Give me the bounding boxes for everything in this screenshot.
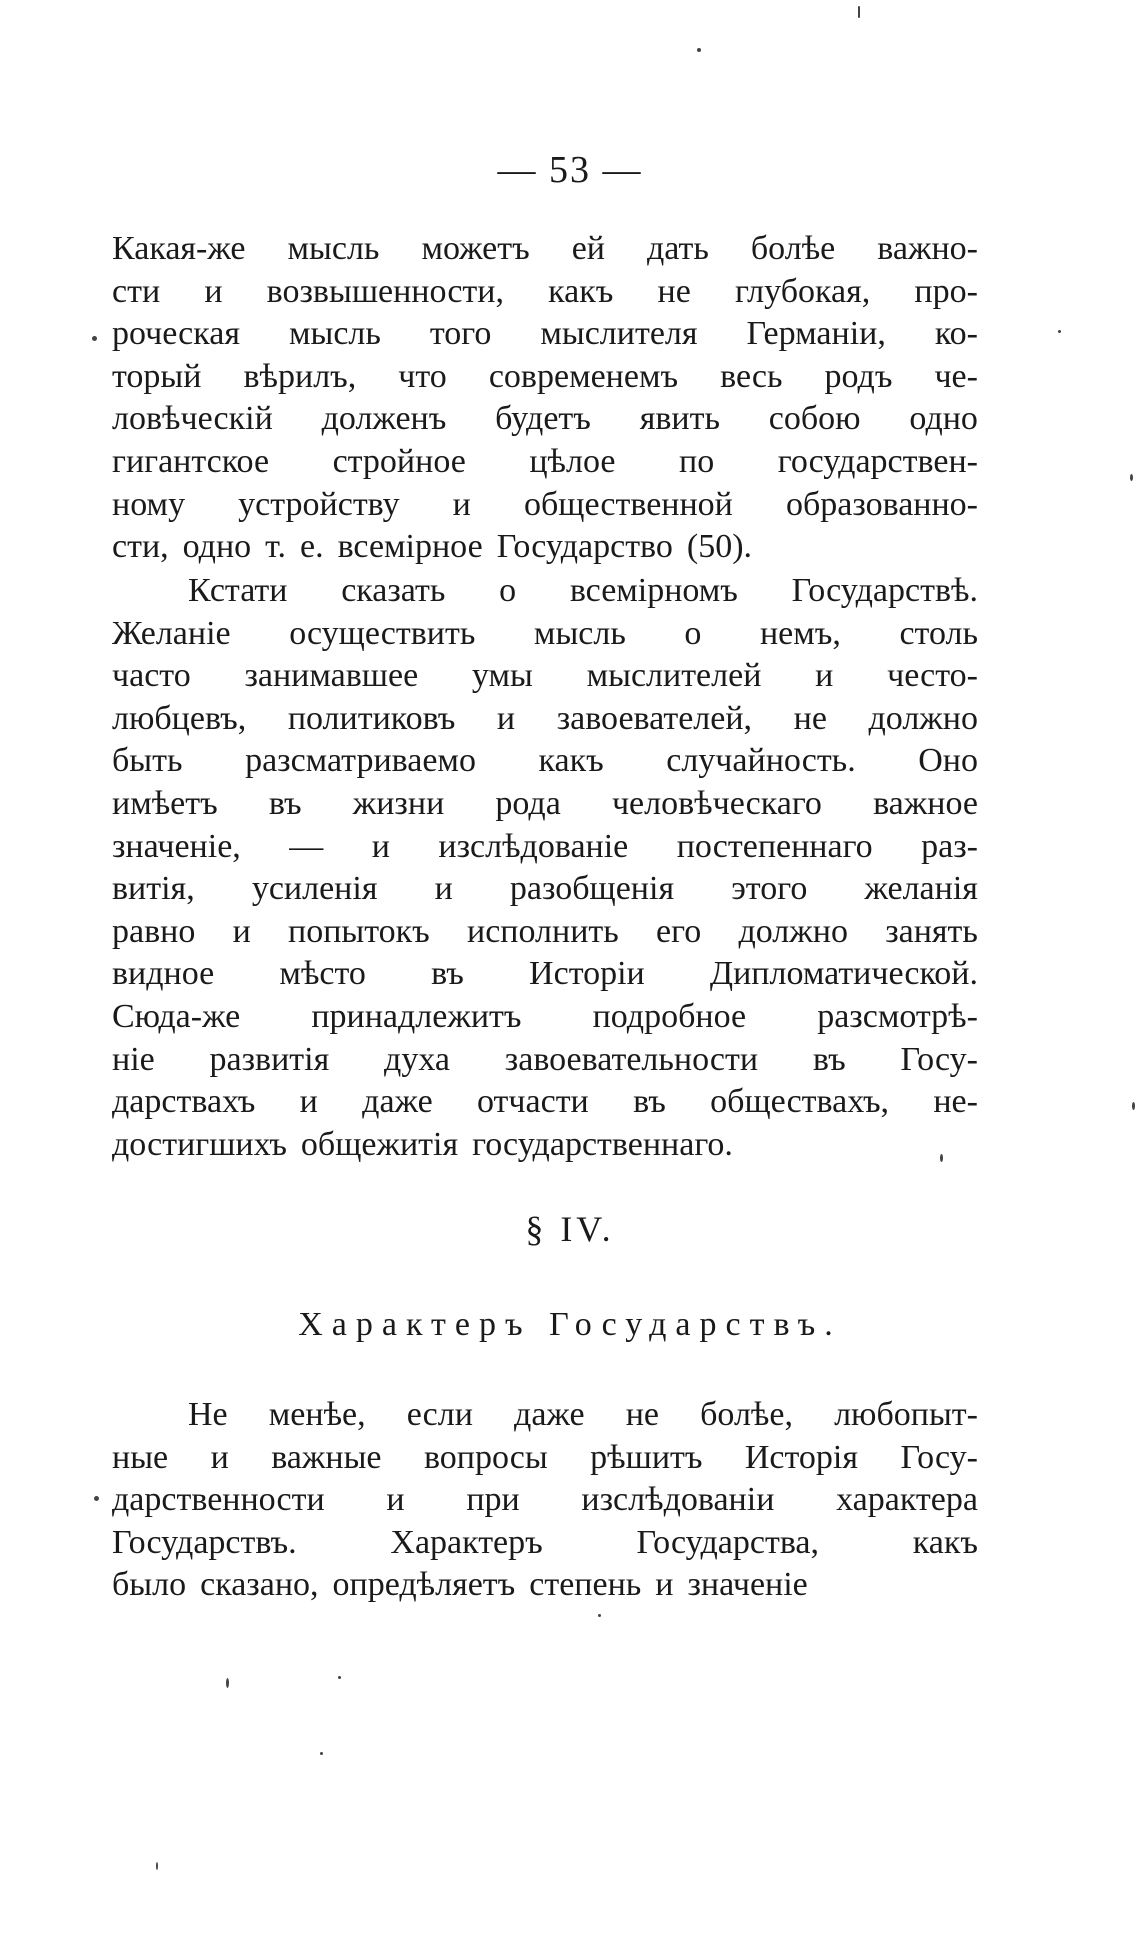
text-line: равно и попытокъ исполнить его должно занять xyxy=(112,912,978,950)
scan-speck xyxy=(156,1862,158,1870)
scan-speck xyxy=(1132,1102,1135,1110)
scan-speck xyxy=(226,1678,229,1688)
scan-speck xyxy=(598,1614,601,1617)
text-line: Государствъ. Характеръ Государства, какъ xyxy=(112,1523,978,1561)
text-line: Не менѣе, если даже не болѣе, любопыт- xyxy=(188,1396,978,1433)
text-line: часто занимавшее умы мыслителей и често- xyxy=(112,657,978,695)
text-line: сти и возвышенности, какъ не глубокая, про- xyxy=(112,272,978,310)
text-line: Желаніе осуществить мысль о немъ, столь xyxy=(112,614,978,652)
page-number: — 53 — xyxy=(497,149,643,191)
text-line: было сказано, опредѣляетъ степень и значеніе xyxy=(112,1566,808,1604)
text-line: видное мѣсто въ Исторіи Дипломатической. xyxy=(112,955,978,993)
scan-speck xyxy=(940,1154,943,1162)
text-line: ловѣческій долженъ будетъ явить собою одно xyxy=(112,400,978,438)
text-line: гигантское стройное цѣлое по государствен- xyxy=(112,442,978,480)
section-number: § IV. xyxy=(525,1209,615,1249)
text-line: Кстати сказать о всемірномъ Государствѣ. xyxy=(188,572,978,609)
scan-speck xyxy=(338,1676,341,1679)
text-line: витія, усиленія и разобщенія этого желанія xyxy=(112,870,978,908)
scan-speck xyxy=(92,336,97,341)
text-line: торый вѣрилъ, что современемъ весь родъ че- xyxy=(112,357,978,395)
text-line: сти, одно т. е. всемірное Государство (50). xyxy=(112,528,753,566)
text-line: ному устройству и общественной образованно- xyxy=(112,485,978,523)
scan-speck xyxy=(858,6,860,18)
text-line: любцевъ, политиковъ и завоевателей, не должно xyxy=(112,699,978,737)
text-line: значеніе, — и изслѣдованіе постепеннаго раз- xyxy=(112,827,978,865)
scan-speck xyxy=(320,1752,323,1755)
scan-speck xyxy=(94,1496,99,1501)
text-line: дарственности и при изслѣдованіи характера xyxy=(112,1481,978,1519)
scan-speck xyxy=(1130,474,1133,481)
text-line: дарствахъ и даже отчасти въ обществахъ, не- xyxy=(112,1083,978,1121)
text-line: ные и важные вопросы рѣшитъ Исторія Госу- xyxy=(112,1438,978,1476)
text-line: имѣетъ въ жизни рода человѣческаго важное xyxy=(112,784,978,822)
text-line: роческая мысль того мыслителя Германіи, ко- xyxy=(112,315,978,353)
paragraph-2 xyxy=(112,570,978,1166)
section-heading: Характеръ Государствъ. xyxy=(298,1306,842,1343)
text-line: быть разсматриваемо какъ случайность. Оно xyxy=(112,742,978,780)
paragraph-1 xyxy=(112,228,978,569)
text-line: Какая-же мысль можетъ ей дать болѣе важно- xyxy=(112,230,978,267)
scan-speck xyxy=(697,48,701,52)
scan-speck xyxy=(1058,330,1061,333)
text-line: достигшихъ общежитія государственнаго. xyxy=(112,1125,733,1163)
text-line: Сюда-же принадлежитъ подробное разсмотрѣ- xyxy=(112,997,978,1035)
text-line: ніе развитія духа завоевательности въ Госу- xyxy=(112,1040,978,1078)
paragraph-3 xyxy=(112,1394,978,1607)
